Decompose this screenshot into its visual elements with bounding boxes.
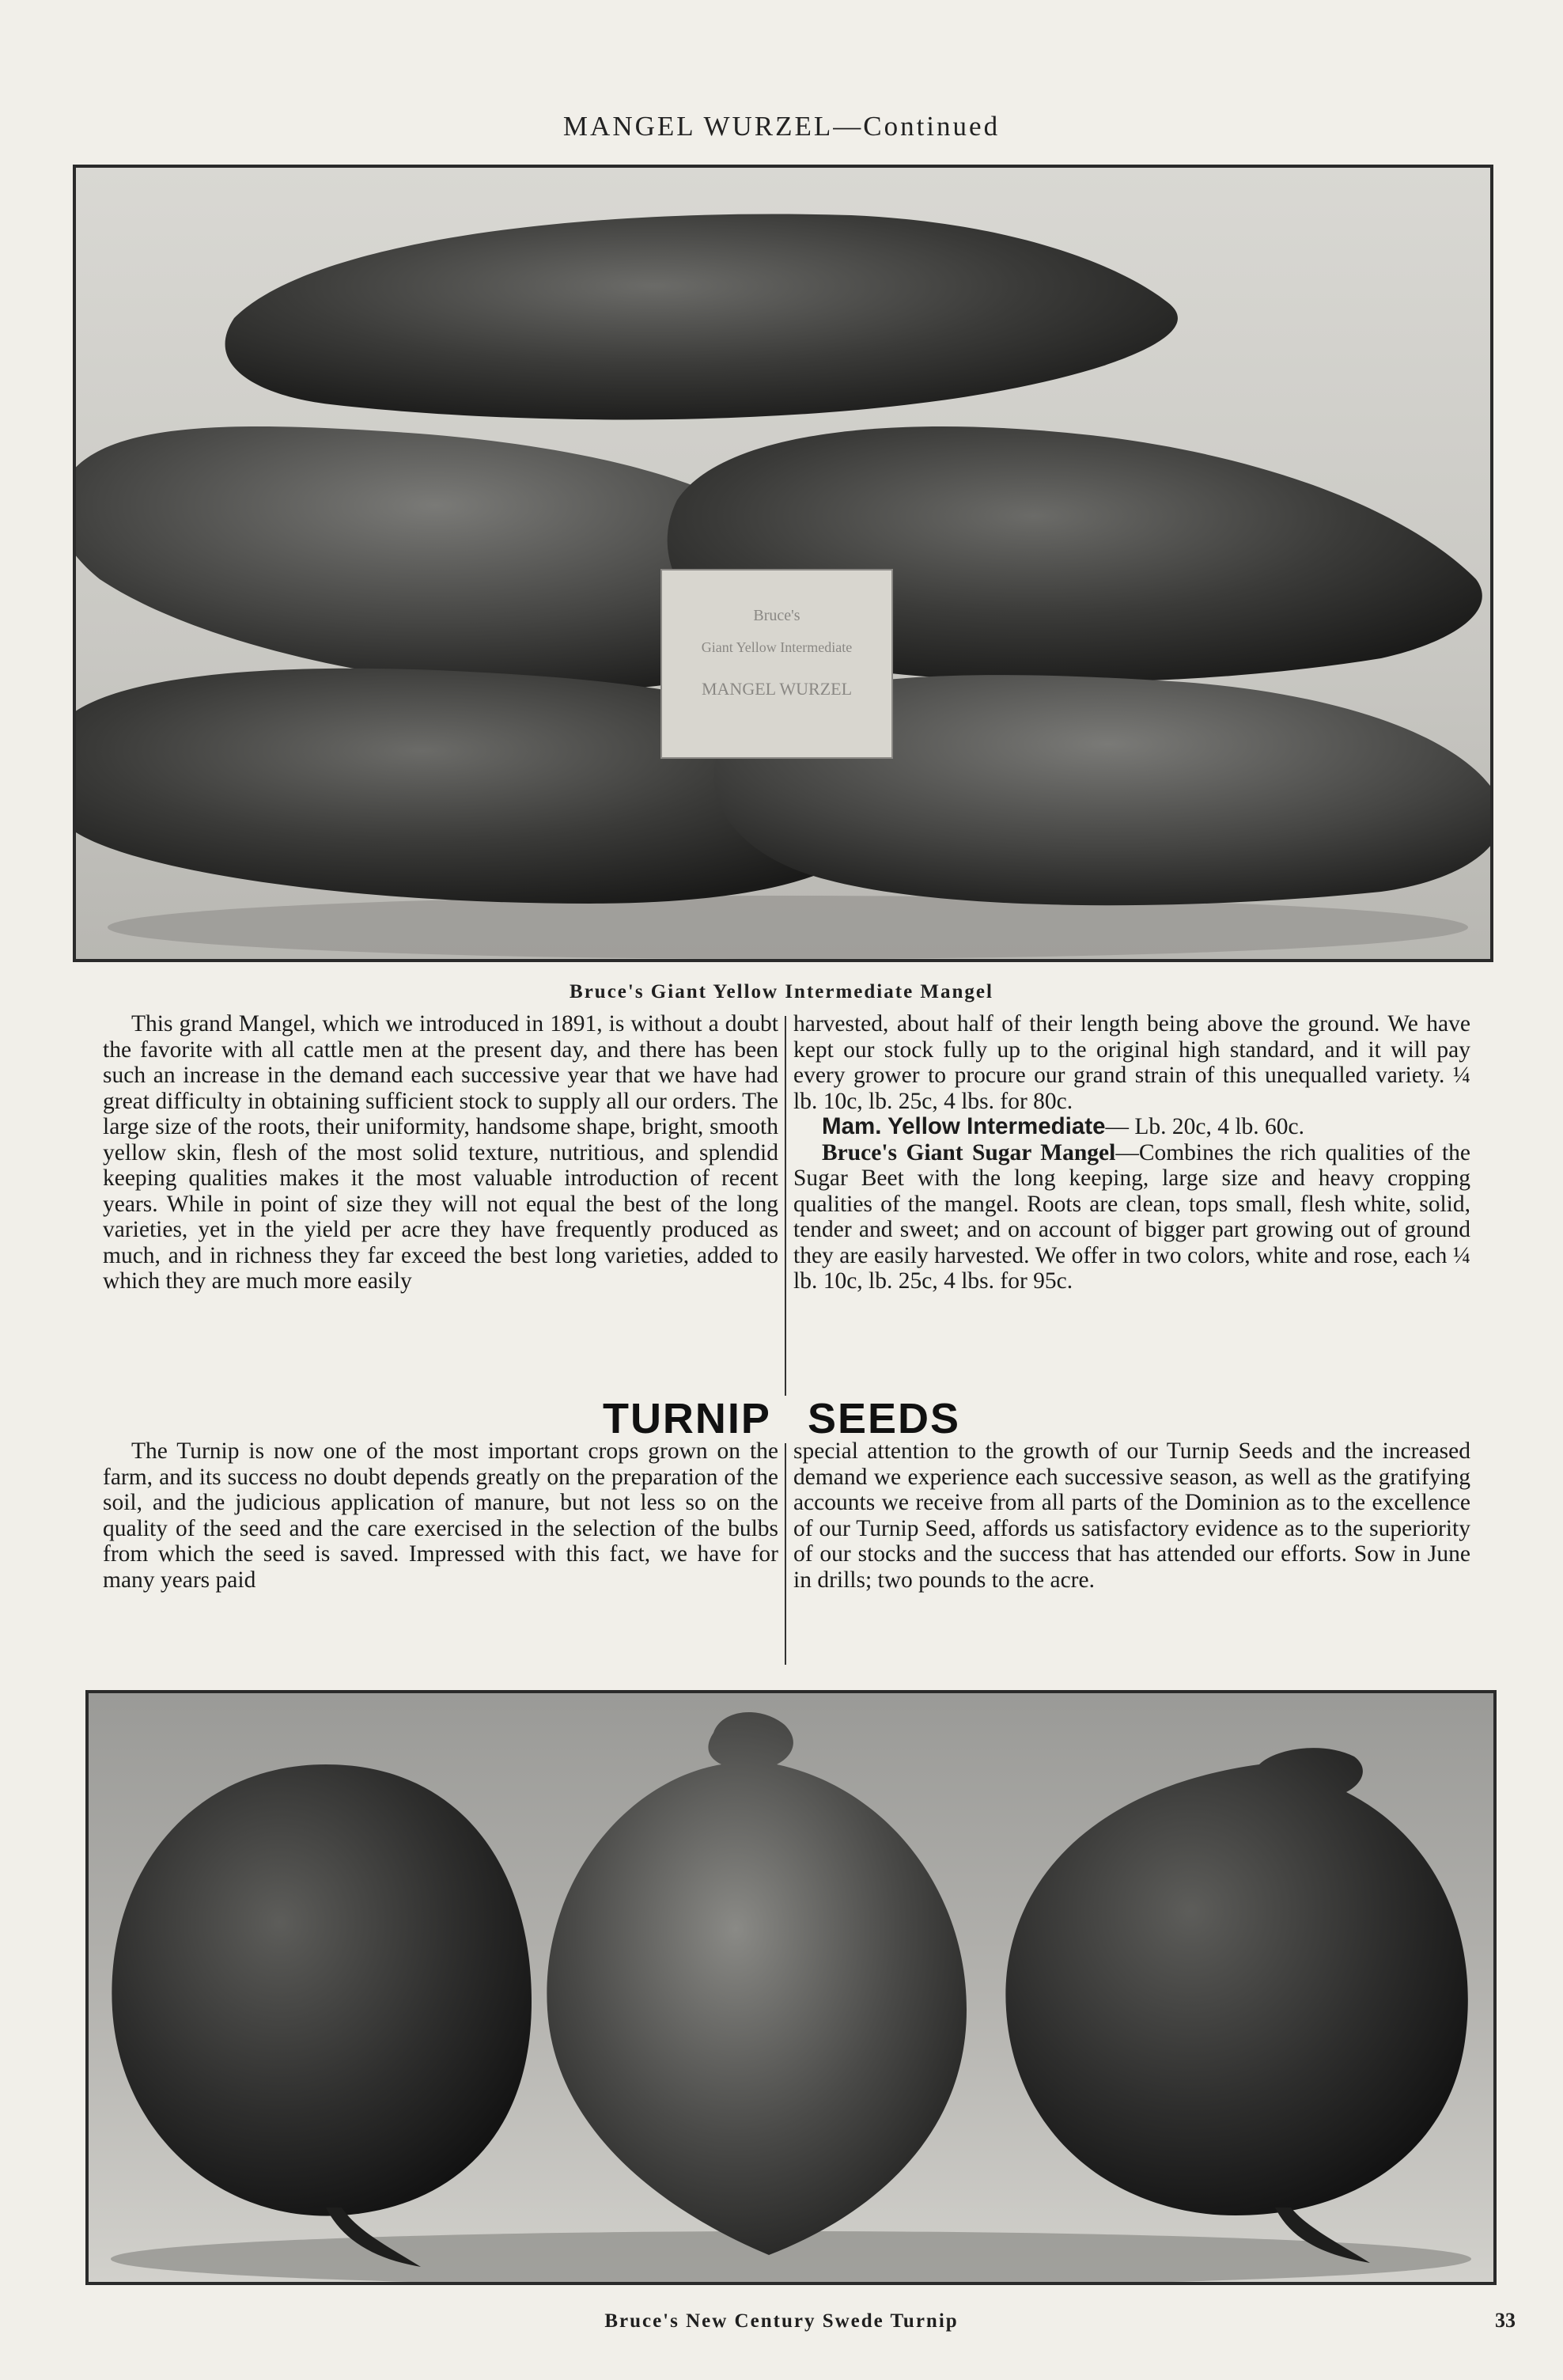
turnip-seeds-heading: TURNIP SEEDS: [602, 1395, 961, 1442]
sugar-mangel-text: —Combines the rich qualities of the Sugar Beet with the long keeping, large size and heavy cropping qualities of the mangel. Roots are clean, tops small, flesh white, solid, tender and sweet; and on account of bigger part growing out of ground they are easily harvested. We offer in two colors, white and rose, each ¼ lb. 10c, lb. 25c, 4 lbs. for 95c.: [793, 1139, 1470, 1294]
column-rule: [785, 1443, 786, 1665]
mangel-text-left: [103, 1011, 778, 1294]
turnip-paragraph: The Turnip is now one of the most important crops grown on the farm, and its success no doubt depends greatly on the preparation of the soil, and the judicious application of manure, but not less so on the quality of the seed and the care exercised in the selection of the bulbs from which the seed is saved. Impressed with this fact, we have for many years paid: [103, 1438, 778, 1593]
mangel-photo-caption: Bruce's Giant Yellow Intermediate Mangel: [570, 981, 993, 1002]
turnip-text-left: [103, 1438, 778, 1593]
column-rule: [785, 1016, 786, 1396]
mangel-paragraph: This grand Mangel, which we introduced in 1891, is without a doubt the favorite with all cattle men at the present day, and there has been such an increase in the demand each successive year that we have had great difficulty in obtaining sufficient stock to supply all our orders. The large size of the roots, their uniformity, handsome shape, bright, smooth yellow skin, flesh of the most solid texture, nutritious, and splendid keeping qualities makes it the most valuable introduction of recent years. While in point of size they will not equal the best of the long varieties, yet in the yield per acre they have frequently produced as much, and in richness they far exceed the best long varieties, added to which they are much more easily: [103, 1011, 778, 1294]
mam-yellow-entry: [793, 1114, 1470, 1140]
sugar-mangel-entry: [793, 1140, 1470, 1294]
sugar-mangel-name: Bruce's Giant Sugar Mangel: [822, 1139, 1116, 1165]
mangel-paragraph-continued: harvested, about half of their length being above the ground. We have kept our stock fully up to the original high standard, and it will pay every grower to procure our grand strain of this unequalled variety. ¼ lb. 10c, lb. 25c, 4 lbs. for 80c.: [793, 1011, 1470, 1114]
label-card-line-1: Bruce's: [753, 607, 800, 624]
mangel-roots-illustration: [76, 168, 1490, 959]
label-card: [661, 570, 892, 758]
mam-yellow-price: — Lb. 20c, 4 lb. 60c.: [1105, 1114, 1305, 1139]
mangel-text-right: [793, 1011, 1470, 1294]
mam-yellow-name: Mam. Yellow Intermediate: [822, 1113, 1106, 1139]
page-number: 33: [1495, 2309, 1516, 2332]
turnip-paragraph-continued: special attention to the growth of our Turnip Seeds and the increased demand we experience each successive season, as well as the gratifying accounts we receive from all parts of the Dominion as to the excellence of our Turnip Seed, affords us satisfactory evidence as to the superiority of our stocks and the success that has attended our efforts. Sow in June in drills; two pounds to the acre.: [793, 1438, 1470, 1593]
swede-turnips-illustration: [89, 1693, 1493, 2282]
label-card-line-3: MANGEL WURZEL: [701, 679, 853, 699]
turnip-text-right: [793, 1438, 1470, 1593]
running-head: MANGEL WURZEL—Continued: [562, 111, 1001, 142]
turnip-photo-caption: Bruce's New Century Swede Turnip: [604, 2310, 959, 2332]
turnip-photo: [85, 1690, 1497, 2285]
mangel-photo: [73, 165, 1493, 962]
label-card-line-2: Giant Yellow Intermediate: [701, 639, 853, 655]
